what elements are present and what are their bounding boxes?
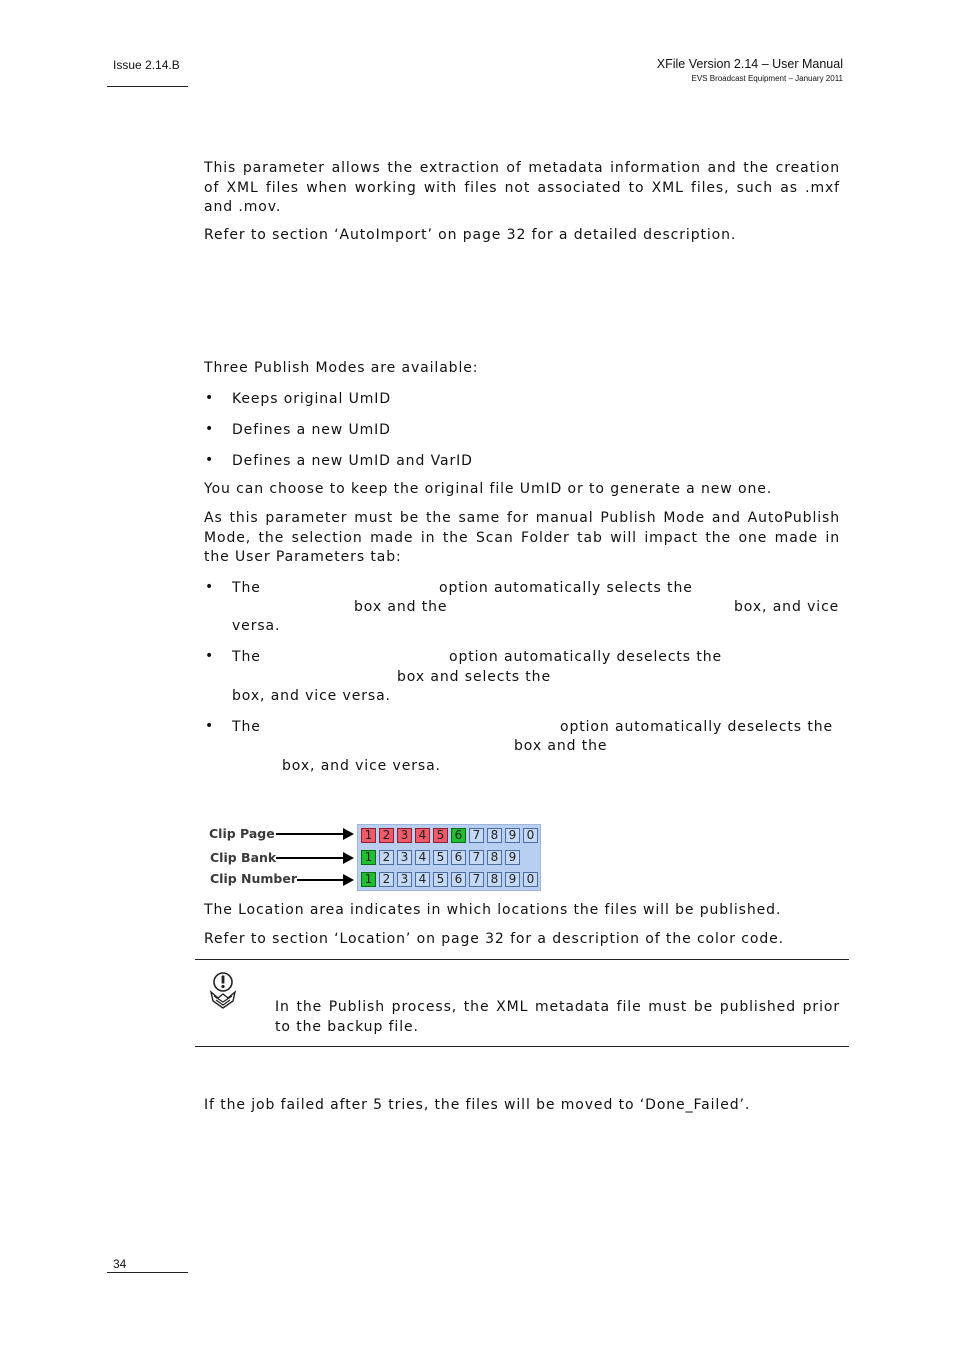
publish-mode-item: Defines a new UmID and VarID bbox=[232, 453, 473, 469]
location-cell: 3 bbox=[397, 828, 412, 843]
location-cell: 5 bbox=[433, 850, 448, 865]
location-cell: 5 bbox=[433, 872, 448, 887]
location-cell: 8 bbox=[487, 850, 502, 865]
publish-mode-item: Defines a new UmID bbox=[232, 422, 391, 438]
autoimport-reference: Refer to section ‘AutoImport’ on page 32 for a detailed description. bbox=[204, 227, 737, 243]
b3-end: box, and vice versa. bbox=[282, 758, 441, 774]
location-cell: 0 bbox=[523, 872, 538, 887]
b3-box: box and the bbox=[514, 738, 608, 754]
publish-modes-intro: Three Publish Modes are available: bbox=[204, 360, 479, 376]
b2-box: box and selects the bbox=[397, 669, 551, 685]
clip-page-label: Clip Page bbox=[209, 826, 275, 841]
manual-title: XFile Version 2.14 – User Manual bbox=[656, 57, 843, 71]
clip-number-label: Clip Number bbox=[210, 871, 298, 886]
issue-label: Issue 2.14.B bbox=[113, 58, 180, 72]
arrow-head-1 bbox=[343, 828, 354, 840]
location-cell: 1 bbox=[361, 872, 376, 887]
location-cell: 4 bbox=[415, 850, 430, 865]
b1-box2: box, and vice bbox=[734, 599, 840, 615]
bullet-b2: • bbox=[205, 648, 214, 664]
location-cell: 9 bbox=[505, 850, 520, 865]
bullet-b3: • bbox=[205, 718, 214, 734]
bullet-3: • bbox=[205, 452, 214, 468]
arrow-shaft-1 bbox=[276, 833, 344, 835]
b1-option: option automatically selects the bbox=[439, 580, 693, 596]
location-cell: 1 bbox=[361, 828, 376, 843]
b2-option: option automatically deselects the bbox=[449, 649, 723, 665]
location-cell bbox=[523, 850, 538, 865]
clip-bank-label: Clip Bank bbox=[210, 850, 277, 865]
location-cell: 2 bbox=[379, 850, 394, 865]
location-cell: 4 bbox=[415, 828, 430, 843]
failed-paragraph: If the job failed after 5 tries, the files will be moved to ‘Done_Failed’. bbox=[204, 1097, 751, 1113]
location-cell: 2 bbox=[379, 828, 394, 843]
b1-the: The bbox=[232, 580, 261, 596]
b2-end: box, and vice versa. bbox=[232, 688, 391, 704]
arrow-head-2 bbox=[343, 852, 354, 864]
location-paragraph: The Location area indicates in which locations the files will be published. bbox=[204, 902, 782, 918]
arrow-shaft-3 bbox=[297, 879, 344, 881]
manual-subtitle: EVS Broadcast Equipment – January 2011 bbox=[691, 74, 843, 83]
location-cell: 6 bbox=[451, 850, 466, 865]
footer-rule bbox=[107, 1272, 188, 1273]
bullet-2: • bbox=[205, 421, 214, 437]
note-top-rule bbox=[195, 959, 849, 960]
location-cell: 7 bbox=[469, 872, 484, 887]
b3-the: The bbox=[232, 719, 261, 735]
location-cell: 4 bbox=[415, 872, 430, 887]
location-cell: 0 bbox=[523, 828, 538, 843]
location-cell: 9 bbox=[505, 828, 520, 843]
bullet-1: • bbox=[205, 390, 214, 406]
location-cell: 7 bbox=[469, 828, 484, 843]
location-cell: 3 bbox=[397, 872, 412, 887]
arrow-shaft-2 bbox=[276, 857, 344, 859]
location-cell: 8 bbox=[487, 828, 502, 843]
note-bottom-rule bbox=[195, 1046, 849, 1047]
header-rule bbox=[107, 86, 188, 87]
location-cell: 8 bbox=[487, 872, 502, 887]
publish-mode-item: Keeps original UmID bbox=[232, 391, 392, 407]
location-cell: 6 bbox=[451, 872, 466, 887]
metadata-paragraph: This parameter allows the extraction of metadata information and the creation of XML files when working with files not associated to XML files, such as .mxf and .mov. bbox=[204, 160, 840, 215]
warning-hand-icon bbox=[205, 971, 241, 1011]
b1-end: versa. bbox=[232, 618, 281, 634]
note-text: In the Publish process, the XML metadata file must be published prior to the backup file. bbox=[275, 999, 840, 1035]
b2-the: The bbox=[232, 649, 261, 665]
bullet-b1: • bbox=[205, 579, 214, 595]
location-cell: 6 bbox=[451, 828, 466, 843]
scan-folder-paragraph: As this parameter must be the same for manual Publish Mode and AutoPublish Mode, the selection made in the Scan Folder tab will impact the one made in the User Parameters tab: bbox=[204, 510, 840, 565]
location-cell: 2 bbox=[379, 872, 394, 887]
location-cell: 5 bbox=[433, 828, 448, 843]
b1-box: box and the bbox=[354, 599, 448, 615]
location-cell: 3 bbox=[397, 850, 412, 865]
page-number: 34 bbox=[113, 1257, 127, 1271]
location-cell: 1 bbox=[361, 850, 376, 865]
location-reference: Refer to section ‘Location’ on page 32 for a description of the color code. bbox=[204, 931, 784, 947]
b3-option: option automatically deselects the bbox=[560, 719, 834, 735]
arrow-head-3 bbox=[343, 874, 354, 886]
location-cell: 7 bbox=[469, 850, 484, 865]
location-grid bbox=[357, 824, 541, 891]
umid-paragraph: You can choose to keep the original file UmID or to generate a new one. bbox=[204, 481, 773, 497]
location-cell: 9 bbox=[505, 872, 520, 887]
